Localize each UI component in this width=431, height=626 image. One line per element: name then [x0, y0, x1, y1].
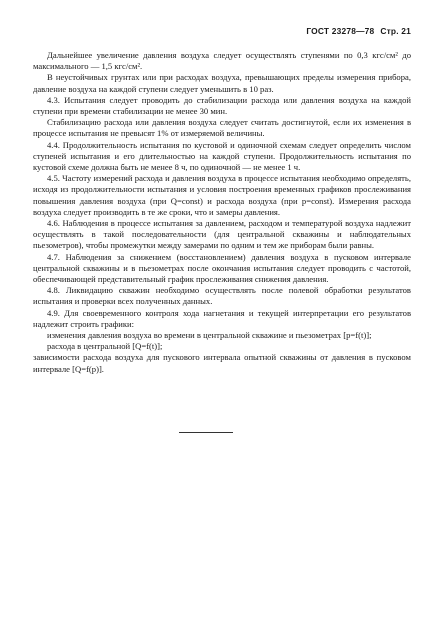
- paragraph: Стабилизацию расхода или давления воздуха следует считать достигнутой, если их изменения в процессе испытания не превысят 1% от измеряемой величины.: [33, 117, 411, 139]
- paragraph: 4.8. Ликвидацию скважин необходимо осуществлять после полевой обработки результатов испытания и проверки всех полученных данных.: [33, 285, 411, 307]
- paragraph: 4.5. Частоту измерений расхода и давления воздуха в процессе испытания необходимо определять, исходя из продолжительности испытания и условия построения временных графиков прослеживания повышения давления воздуха (при Q=const) и расхода воздуха (при p=const). Измерения расхода воздуха следует производить в те же сроки, что и замеры давления.: [33, 173, 411, 217]
- paragraph: зависимости расхода воздуха для пускового интервала опытной скважины от давления в пусковом интервале [Q=f(p)].: [33, 352, 411, 374]
- standard-number: ГОСТ 23278—78: [306, 26, 375, 36]
- page-header: [306, 26, 411, 37]
- paragraph: изменения давления воздуха во времени в центральной скважине и пьезометрах [p=f(t)];: [47, 330, 372, 341]
- end-rule: [179, 432, 233, 433]
- page-number: Стр. 21: [380, 26, 411, 36]
- paragraph: 4.4. Продолжительность испытания по кустовой и одиночной схемам следует определить числом ступеней испытания и его длительностью на каждой ступени. Продолжительность испытания по кустовой схеме должна быть не менее 8 ч, по одиночной — не менее 1 ч.: [33, 139, 411, 173]
- paragraph: 4.9. Для своевременного контроля хода нагнетания и текущей интерпретации его результатов надлежит строить графики:: [33, 307, 411, 329]
- paragraph: Дальнейшее увеличение давления воздуха следует осуществлять ступенями по 0,3 кгс/см² до максимального — 1,5 кгс/см².: [33, 50, 411, 72]
- paragraph: расхода в центральной [Q=f(t)];: [47, 341, 163, 352]
- paragraph: 4.3. Испытания следует проводить до стабилизации расхода или давления воздуха на каждой ступени при времени стабилизации не менее 30 мин.: [33, 94, 411, 117]
- paragraph: 4.6. Наблюдения в процессе испытания за давлением, расходом и температурой воздуха надлежит осуществлять в такой последовательности (для центральной скважины и наблюдательных пьезометров), чтобы промежутки между замерами по одним и тем же приборам были равны.: [33, 218, 411, 251]
- paragraph: В неустойчивых грунтах или при расходах воздуха, превышающих пределы измерения прибора, давление воздуха на каждой ступени следует уменьшить в 10 раз.: [33, 72, 411, 94]
- document-body: [33, 50, 411, 375]
- paragraph: 4.7. Наблюдения за снижением (восстановлением) давления воздуха в пусковом интервале центральной скважины и в пьезометрах после окончания испытания следует проводить с частотой, обеспечивающей представительный график прослеживания снижения давления.: [33, 251, 411, 285]
